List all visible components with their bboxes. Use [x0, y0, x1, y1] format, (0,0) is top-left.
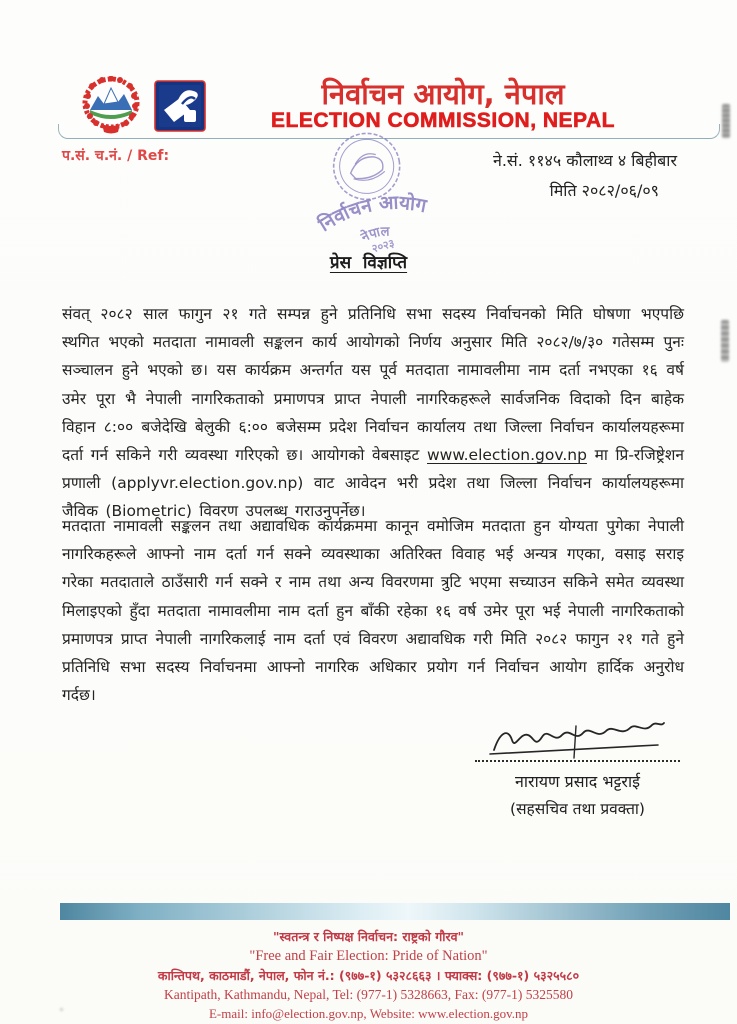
scan-artifact: [721, 320, 729, 362]
footer-address-english: Kantipath, Kathmandu, Nepal, Tel: (977-1) 5328663, Fax: (977-1) 5325580: [164, 987, 573, 1003]
stamp-arc-text: निर्वाचन आयोग: [314, 191, 429, 237]
signature-dotted-line: [475, 758, 680, 762]
election-website-link: www.election.gov.np: [427, 446, 587, 465]
commission-title-nepali: निर्वाचन आयोग, नेपाल: [321, 76, 565, 111]
footer-contact-line: E-mail: info@election.gov.np, Website: www.election.gov.np: [208, 1005, 528, 1021]
dispatch-date: मिति २०८२/०६/०९: [549, 181, 659, 201]
footer-accent-bar: [60, 903, 730, 920]
stamp-year-text: २०२३: [370, 236, 396, 256]
paragraph-2: मतदाता नामावली सङ्कलन तथा अद्यावधिक कार्यक्रममा कानून वमोजिम मतदाता हुन योग्यता पुगेका नेपाली नागरिकहरूले आफ्नो नाम दर्ता गर्न सक्ने व्यवस्थाका अतिरिक्त विवाह भई अन्यत्र गएका, वसाइ सराइ गरेका मतदाताले ठाउँसारी गर्न सक्ने र नाम तथा अन्य विवरणमा त्रुटि भएमा सच्याउन सकिने समेत व्यवस्था मिलाइएको हुँदा मतदाता नामावलीमा नाम दर्ता हुन बाँकी रहेका १६ वर्ष उमेर पूरा भई नेपाली नागरिकताको प्रमाणपत्र प्राप्त नेपाली नागरिकलाई नाम दर्ता एवं विवरण अद्यावधिक गरी मिति २०८२ फागुन २१ गते हुने प्रतिनिधि सभा सदस्य निर्वाचनमा आफ्नो नागरिक अधिकार प्रयोग गर्न निर्वाचन आयोग हार्दिक अनुरोध गर्दछ।: [62, 517, 684, 705]
paragraph-1-text: संवत् २०८२ साल फागुन २१ गते सम्पन्न हुने प्रतिनिधि सभा सदस्य निर्वाचनको मिति घोषणा भएपछि स्थगित भएको मतदाता नामावली सङ्कलन कार्य आयोगको निर्णय अनुसार मिति २०८२/७/३० गतेसम्म पुनः सञ्चालन हुने भएको छ। यस कार्यक्रम अन्तर्गत यस पूर्व मतदाता नामावलीमा नाम दर्ता नभएका १६ वर्ष उमेर पूरा भै नेपाली नागरिकताको प्रमाणपत्र प्राप्त नेपाली नागरिकहरूले सार्वजनिक विदाको दिन बाहेक विहान ८:०० बजेदेखि बेलुकी ६:०० बजेसम्म प्रदेश निर्वाचन कार्यालय तथा जिल्ला निर्वाचन कार्यालयहरूमा दर्ता गर्न सकिने गरी व्यवस्था गरिएको छ। आयोगको वेबसाइट: [62, 305, 684, 465]
footer-address-nepali: कान्तिपथ, काठमाडौं, नेपाल, फोन नं.: (९७७-१) ५३२८६६३ । फ्याक्स: (९७७-१) ५३२५५८०: [157, 968, 580, 984]
ref-label: प.सं. च.नं. / Ref:: [62, 148, 170, 164]
signatory-designation: (सहसचिव तथा प्रवक्ता): [510, 799, 645, 818]
signature-block: [470, 718, 685, 819]
official-round-stamp: [287, 118, 456, 264]
dispatch-number: ने.सं. ११४५ कौलाथ्व ४ बिहीबार: [492, 151, 677, 170]
footer: [0, 928, 737, 1024]
paragraph-1: [62, 300, 684, 526]
dispatch-info: [493, 146, 677, 207]
signatory-name: नारायण प्रसाद भट्टराई: [515, 772, 640, 791]
scan-artifact: [60, 1008, 63, 1011]
commission-title-english: ELECTION COMMISSION, NEPAL: [271, 109, 615, 133]
stamp-country-text: नेपाल: [358, 224, 390, 246]
press-release-title: प्रेस विज्ञप्ति: [329, 253, 408, 273]
paragraph-1-text-after: मा प्रि-रजिष्ट्रेशन प्रणाली (applyvr.election.gov.np) वाट आवेदन भरी प्रदेश तथा जिल्ला निर्वाचन कार्यालयहरूमा जैविक (Biometric) विवरण उपलब्ध गराउनुपर्नेछ।: [62, 446, 684, 521]
footer-motto-english: "Free and Fair Election: Pride of Nation": [249, 948, 488, 965]
scan-artifact: [722, 104, 730, 138]
footer-motto-nepali: "स्वतन्त्र र निष्पक्ष निर्वाचन: राष्ट्रको गौरव": [272, 929, 465, 944]
